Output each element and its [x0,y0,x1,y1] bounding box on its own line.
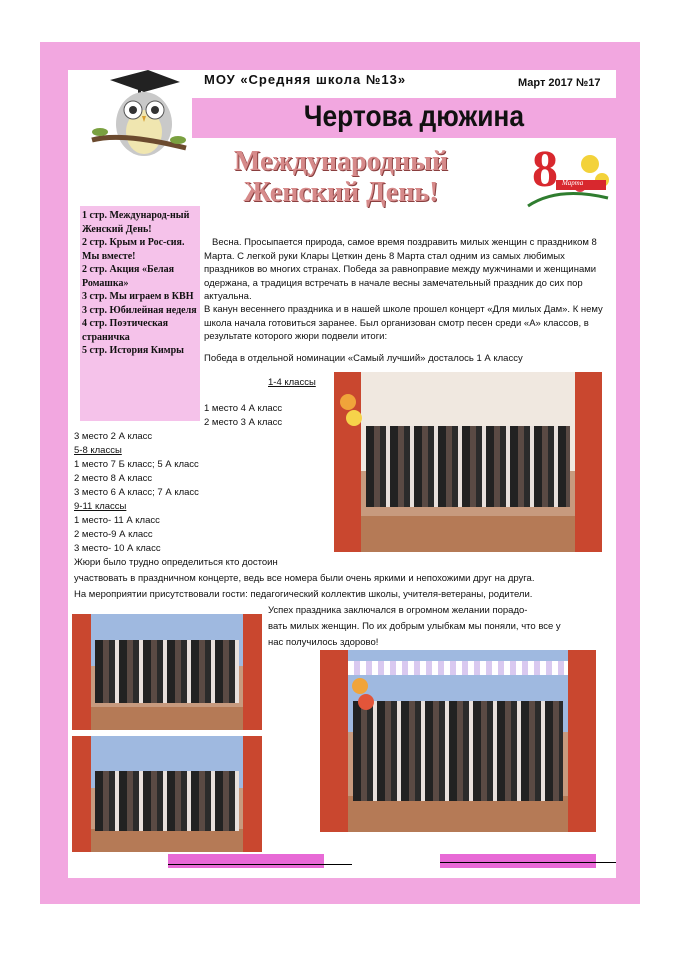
paragraph-success-b: вать милых женщин. По их добрым улыбкам мы поняли, что все у [268,621,561,632]
toc-item: 3 стр. Мы играем в КВН [82,291,194,302]
owl-logo-icon [82,62,192,172]
school-name: МОУ «Средняя школа №13» [204,72,407,87]
headline [196,146,486,209]
group1-title: 1-4 классы [268,377,316,388]
toc-item: 4 стр. Поэтическая страничка [82,318,169,343]
newspaper-title: Чертова дюжина [303,100,525,133]
headline-line1: Международный [233,146,449,177]
march-8-badge [518,141,614,216]
toc-item: 2 стр. Акция «Белая Ромашка» [82,264,175,289]
toc-item: 2 стр. Крым и Рос-сия. Мы вместе! [82,237,185,262]
table-of-contents [80,206,200,421]
result-item: 3 место 6 А класс; 7 А класс [74,487,199,498]
photo-teachers [334,372,602,552]
balloons-icon [350,676,374,716]
result-item: 3 место 2 А класс [74,431,153,442]
deco-line [440,862,616,863]
badge-word: Марта [562,179,584,187]
paragraph-success-c: нас получилось здорово! [268,637,379,648]
paragraph-jury-b: участвовать в праздничном концерте, ведь все номера были очень яркими и непохожими друг на друга. [74,573,535,584]
toc-item: 5 стр. История Кимры [82,345,184,356]
result-item: 2 место-9 А класс [74,529,153,540]
paragraph-success-a: Успех праздника заключался в огромном желании порадо- [268,605,528,616]
result-item: 2 место 8 А класс [74,473,153,484]
paragraph-winner: Победа в отдельной номинации «Самый лучший» досталось 1 А классу [204,353,523,364]
result-item: 1 место- 11 А класс [74,515,160,526]
paragraph-jury-a: Жюри было трудно определиться кто достоин [74,557,278,568]
deco-pink-block [168,854,324,868]
result-item: 2 место 3 А класс [204,417,283,428]
result-item: 1 место 7 Б класс; 5 А класс [74,459,199,470]
paragraph-intro: Весна. Просыпается природа, самое время поздравить милых женщин с праздником 8 Марта. С легкой руки Клары Цеткин день 8 Марта стал одним из самых любимых праздников во многих странах. Победа за равноправие между мужчинами и женщинами одержана, а традиция встречать в начале весны замечательный праздник до сих пор актуальна. [204,237,597,302]
photo-boys-singing [72,736,262,852]
photo-choir [72,614,262,730]
frame-right [616,42,640,904]
frame-left [40,42,68,904]
toc-item: 1 стр. Международ-ный Женский День! [82,210,190,235]
photo-girls-dance [320,650,596,832]
issue-date: Март 2017 №17 [518,77,601,89]
result-item: 3 место- 10 А класс [74,543,161,554]
paragraph-guests: На мероприятии присутствовали гости: педагогический коллектив школы, учителя-ветераны, родители. [74,589,533,600]
toc-item: 3 стр. Юбилейная неделя [82,304,197,316]
deco-line [168,864,352,865]
frame-bottom [40,878,640,904]
deco-pink-block [440,854,596,868]
result-item: 1 место 4 А класс [204,403,283,414]
paragraph-concert: В канун весеннего праздника и в нашей школе прошел концерт «Для милых Дам». К нему школа начала готовиться заранее. Был организован смотр песен среди «А» классов, в результате которого жюри подвели итоги: [204,304,603,342]
group3-title: 9-11 классы [74,501,127,512]
balloons-icon [338,392,362,432]
headline-line2: Женский День! [243,177,439,209]
group2-title: 5-8 классы [74,445,122,456]
badge-number: 8 [532,141,558,198]
